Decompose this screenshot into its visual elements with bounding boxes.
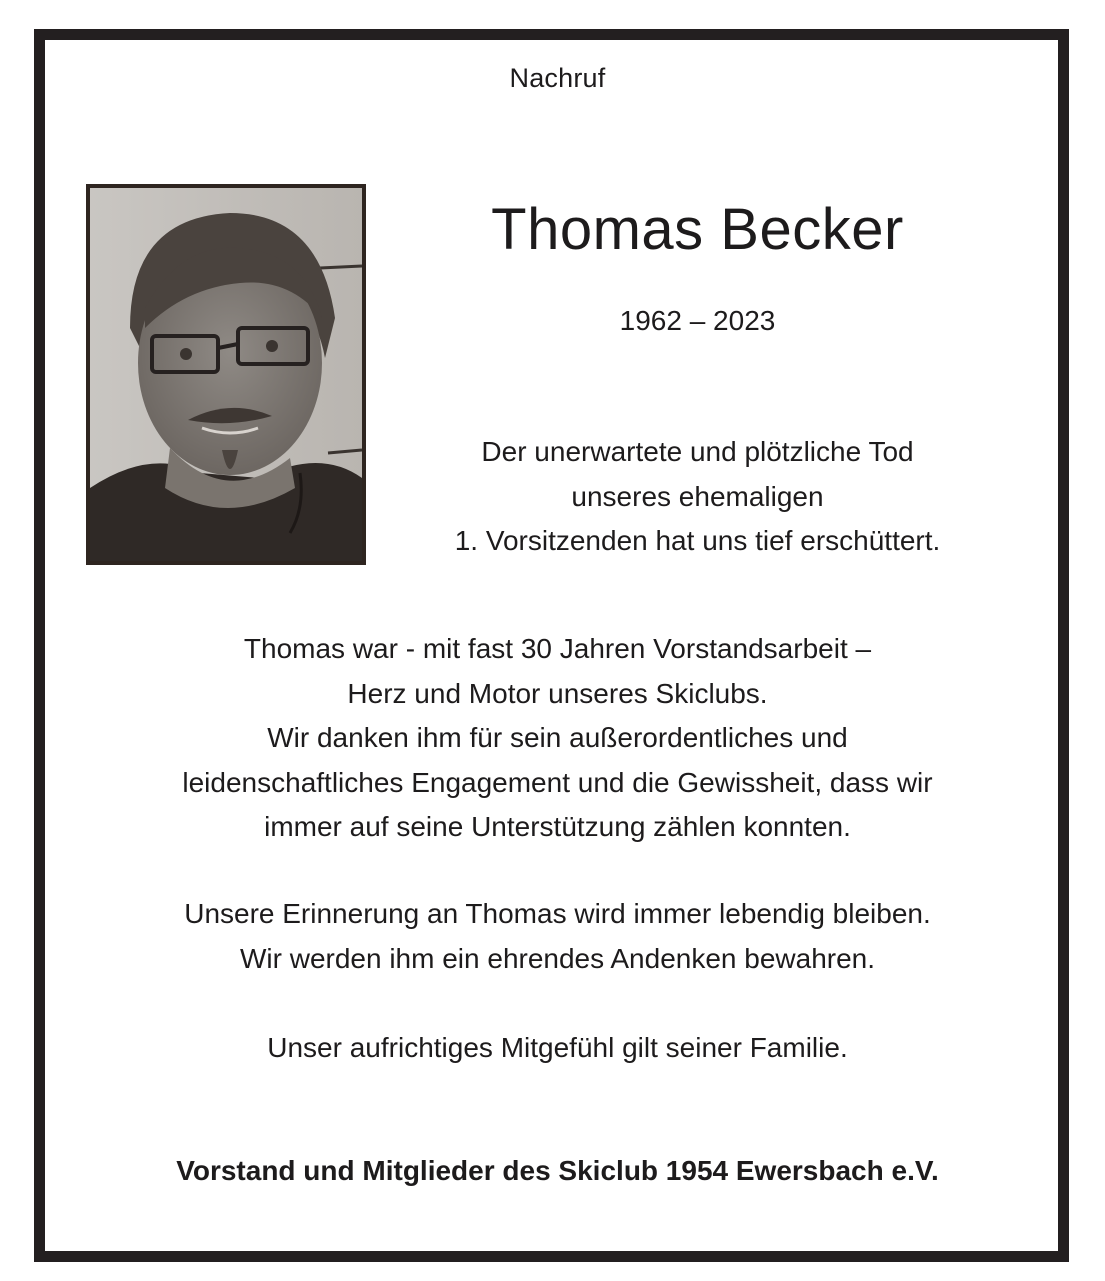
paragraph-line: Wir werden ihm ein ehrendes Andenken bewahren. [239, 942, 876, 974]
deceased-name: Thomas Becker [491, 197, 904, 262]
paragraph-line: Wir danken ihm für sein außerordentliches und [267, 722, 848, 753]
paragraph-line: leidenschaftliches Engagement und die Gewissheit, dass wir [182, 766, 933, 798]
intro-line: 1. Vorsitzenden hat uns tief erschüttert. [454, 525, 941, 556]
paragraph-line: immer auf seine Unterstützung zählen konnten. [264, 811, 851, 842]
paragraph-line: Unsere Erinnerung an Thomas wird immer lebendig bleiben. [184, 898, 931, 929]
paragraph-line: Herz und Motor unseres Skiclubs. [347, 677, 768, 709]
intro-line: Der unerwartete und plötzliche Tod [481, 436, 914, 467]
signature: Vorstand und Mitglieder des Skiclub 1954 Ewersbach e.V. [176, 1155, 939, 1186]
portrait-photo-icon [90, 188, 362, 561]
intro-line: unseres ehemaligen [571, 480, 824, 512]
intro-text [395, 430, 1000, 564]
condolence-paragraph [60, 1026, 1055, 1071]
obituary-heading: Nachruf [509, 63, 606, 93]
portrait-photo [86, 184, 366, 565]
life-dates: 1962 – 2023 [619, 305, 776, 336]
paragraph-line: Thomas war - mit fast 30 Jahren Vorstandsarbeit – [243, 633, 872, 664]
tribute-paragraph [60, 627, 1055, 850]
remembrance-paragraph [60, 892, 1055, 981]
paragraph-line: Unser aufrichtiges Mitgefühl gilt seiner Familie. [267, 1032, 848, 1063]
